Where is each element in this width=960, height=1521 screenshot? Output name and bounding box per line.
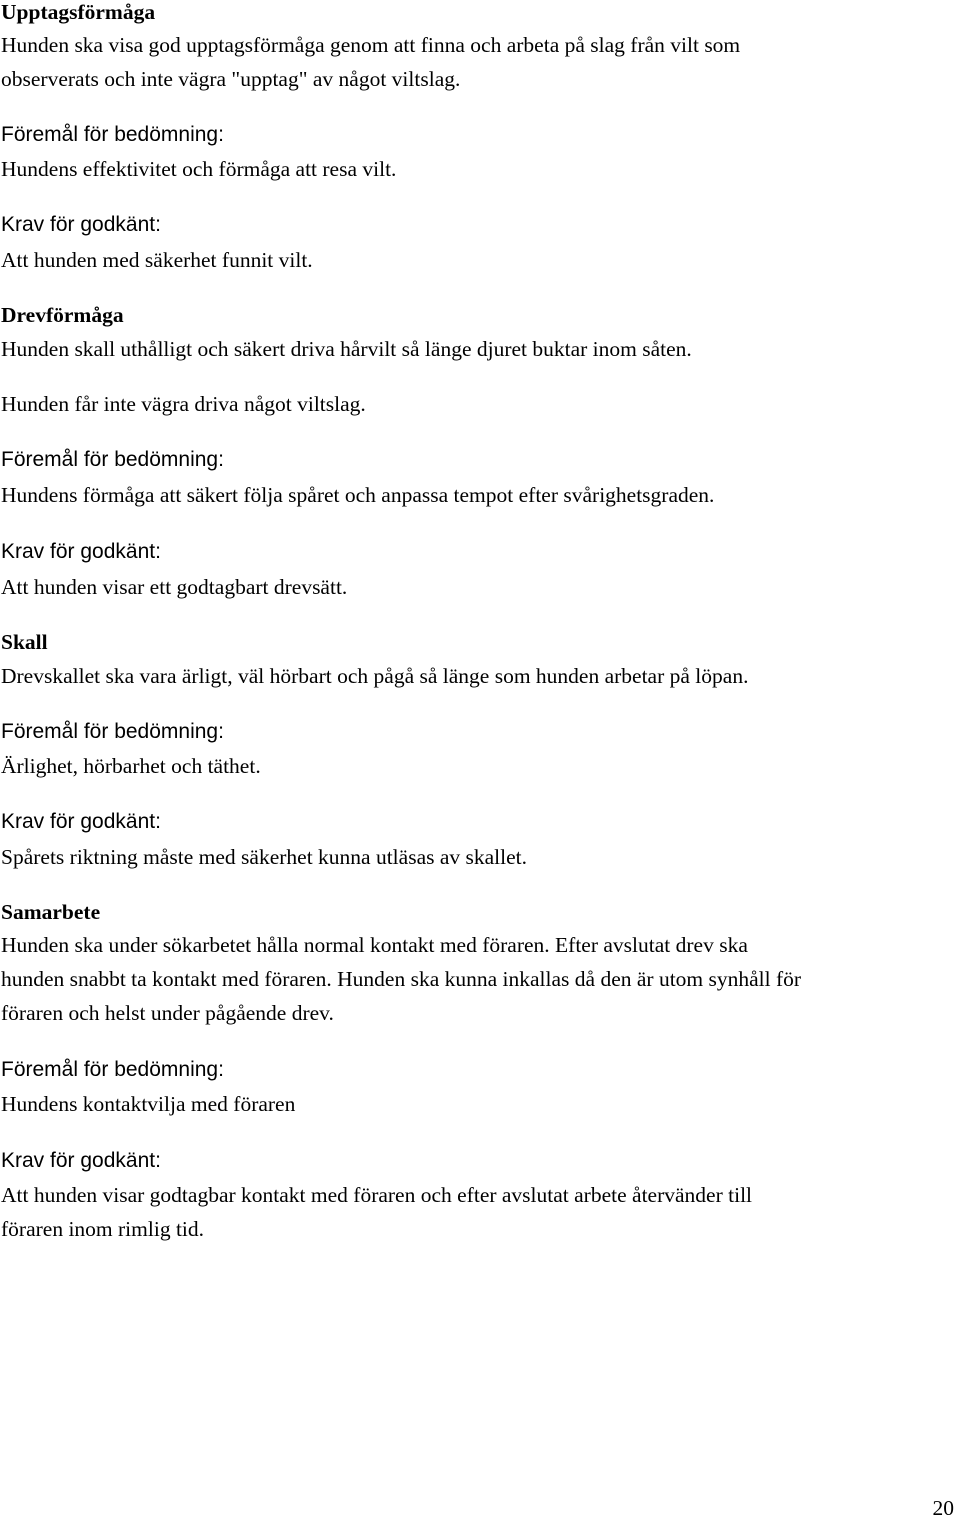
section-body-line: Hunden ska under sökarbetet hålla normal kontakt med föraren. Efter avslutat drev ska: [1, 933, 748, 957]
requirement-text: Att hunden visar ett godtagbart drevsätt.: [1, 575, 348, 599]
assessment-label: Föremål för bedömning:: [1, 123, 224, 146]
requirement-text: Att hunden visar godtagbar kontakt med föraren och efter avslutat arbete återvänder till: [1, 1183, 753, 1207]
section-body-line: Hunden får inte vägra driva något viltslag.: [1, 392, 366, 416]
section-body-line: Hunden ska visa god upptagsförmåga genom att finna och arbeta på slag från vilt som: [1, 33, 741, 57]
requirement-text: föraren inom rimlig tid.: [1, 1217, 205, 1241]
requirement-label: Krav för godkänt:: [1, 540, 161, 563]
assessment-text: Hundens kontaktvilja med föraren: [1, 1092, 296, 1116]
page-number: 20: [932, 1496, 954, 1520]
section-heading: Upptagsförmåga: [1, 0, 156, 24]
assessment-text: Hundens förmåga att säkert följa spåret och anpassa tempot efter svårighetsgraden.: [1, 483, 715, 507]
assessment-label: Föremål för bedömning:: [1, 448, 224, 471]
requirement-label: Krav för godkänt:: [1, 810, 161, 833]
section-body-line: hunden snabbt ta kontakt med föraren. Hunden ska kunna inkallas då den är utom synhåll för: [1, 967, 802, 991]
section-body-line: Hunden skall uthålligt och säkert driva hårvilt så länge djuret buktar inom såten.: [1, 337, 692, 361]
requirement-label: Krav för godkänt:: [1, 1149, 161, 1172]
assessment-text: Hundens effektivitet och förmåga att resa vilt.: [1, 157, 397, 181]
section-heading: Drevförmåga: [1, 303, 124, 327]
requirement-text: Spårets riktning måste med säkerhet kunna utläsas av skallet.: [1, 845, 528, 869]
section-body-line: Drevskallet ska vara ärligt, väl hörbart och pågå så länge som hunden arbetar på löpan.: [1, 664, 749, 688]
section-body-line: föraren och helst under pågående drev.: [1, 1001, 334, 1025]
section-body-line: observerats och inte vägra "upptag" av något viltslag.: [1, 67, 461, 91]
section-heading: Samarbete: [1, 900, 101, 924]
requirement-label: Krav för godkänt:: [1, 213, 161, 236]
assessment-label: Föremål för bedömning:: [1, 1058, 224, 1081]
assessment-label: Föremål för bedömning:: [1, 720, 224, 743]
assessment-text: Ärlighet, hörbarhet och täthet.: [1, 754, 261, 778]
requirement-text: Att hunden med säkerhet funnit vilt.: [1, 248, 313, 272]
section-heading: Skall: [1, 630, 48, 654]
